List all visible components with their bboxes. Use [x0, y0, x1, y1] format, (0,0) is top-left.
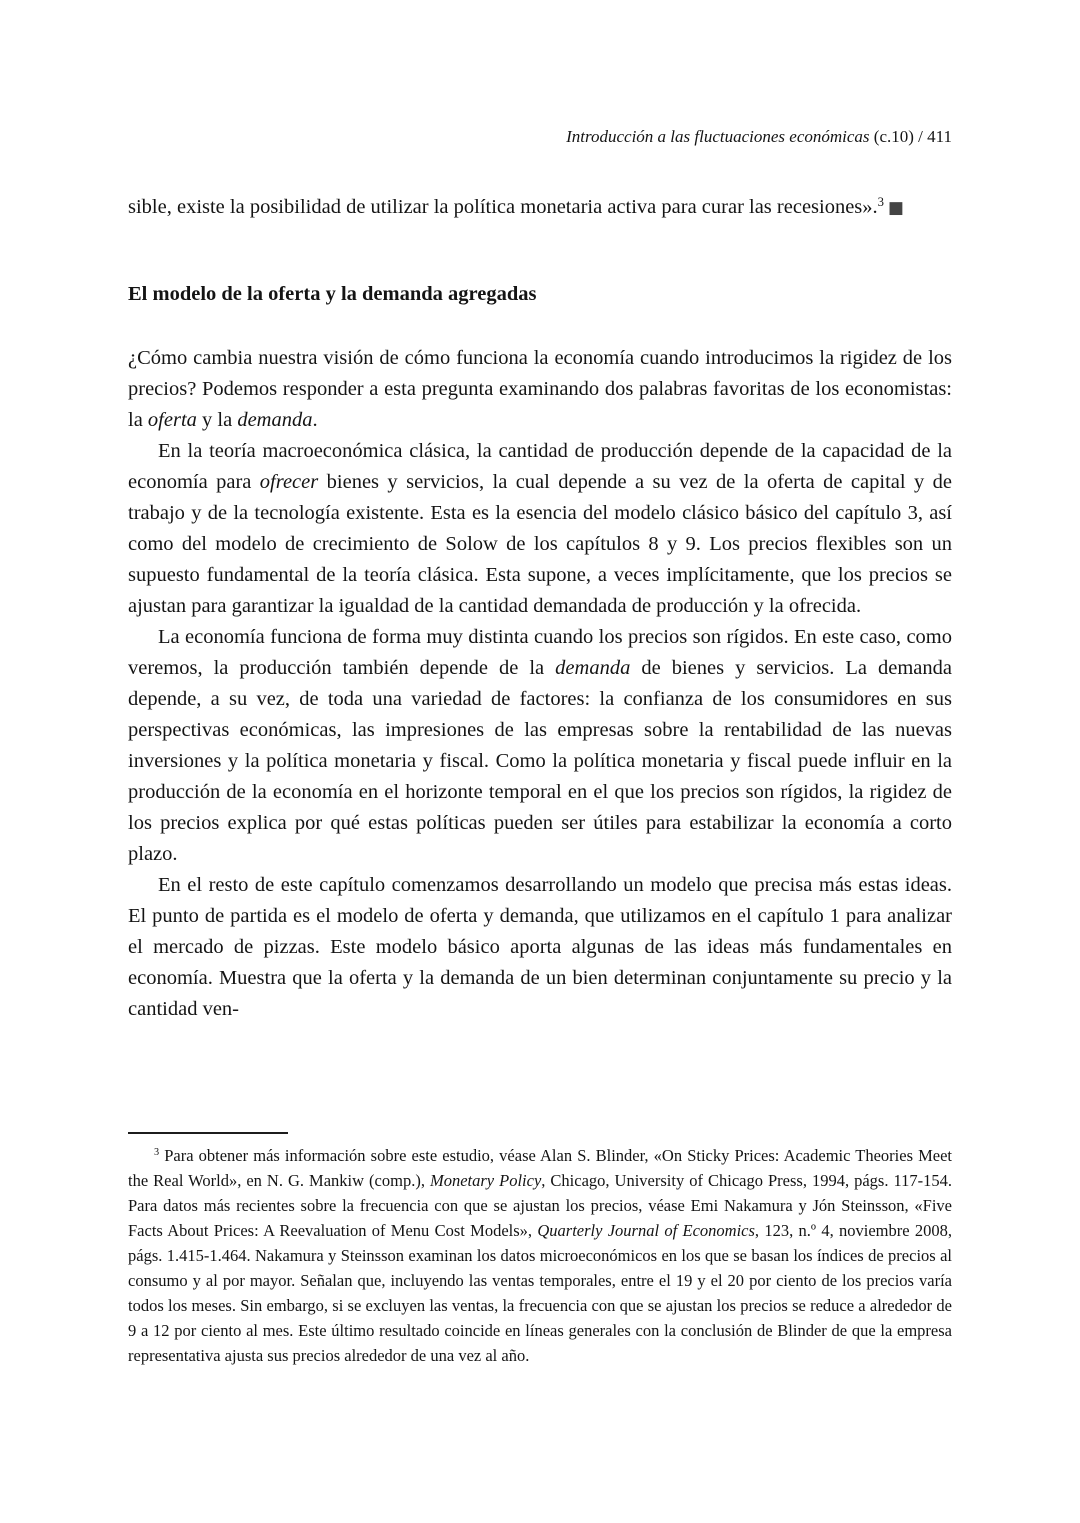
text-segment: . [312, 409, 318, 431]
footnote-rule [128, 1132, 288, 1134]
italic-text: Monetary Policy [429, 1171, 542, 1190]
body-paragraph-4 [128, 870, 952, 1025]
italic-text: oferta [147, 409, 197, 431]
footnote-area [128, 1132, 952, 1368]
text-segment: La economía funciona de forma muy distinta cuando los precios son rígidos. En este caso, como veremos, la producción también depende de la [128, 626, 952, 679]
italic-text: Quarterly Journal of Economics [537, 1221, 755, 1240]
page-content [128, 126, 952, 1025]
running-head [128, 126, 952, 148]
text-segment: , Chicago, University of Chicago Press, 1994, págs. 117-154. Para datos más recientes sobre la frecuencia con que se ajustan los precios, véase Emi Nakamura y Jón Steinsson, «Five Facts About Prices: A Reevaluation of Menu Cost Models», [128, 1171, 952, 1240]
text-segment: En la teoría macroeconómica clásica, la cantidad de producción depende de la capacidad de la economía para [128, 440, 952, 493]
text-segment: ¿Cómo cambia nuestra visión de cómo funciona la economía cuando introducimos la rigidez de los precios? Podemos responder a esta pregunta examinando dos palabras favoritas de los economistas: la [128, 347, 952, 431]
superscript-number: 3 [877, 195, 885, 210]
text-segment: bienes y servicios, la cual depende a su vez de la oferta de capital y de trabajo y de la tecnología existente. Esta es la esencia del modelo clásico básico del capítulo 3, así como del modelo de crecimiento de Solow de los capítulos 8 y 9. Los precios flexibles son un supuesto fundamental de la teoría clásica. Esta supone, a veces implícitamente, que los precios se ajustan para garantizar la igualdad de la cantidad demandada de producción y la ofrecida. [128, 471, 952, 617]
running-head-page-number: (c.10) / 411 [869, 127, 952, 146]
text-segment: y la [196, 409, 238, 431]
text-segment: En el resto de este capítulo comenzamos desarrollando un modelo que precisa más estas ideas. El punto de partida es el modelo de oferta y demanda, que utilizamos en el capítulo 1 para analizar el mercado de pizzas. Este modelo básico aporta algunas de las ideas más fundamentales en economía. Muestra que la oferta y la demanda de un bien determinan conjuntamente su precio y la cantidad ven- [128, 874, 952, 1020]
text-segment: sible, existe la posibilidad de utilizar la política monetaria activa para curar las recesiones». [128, 196, 878, 218]
text-segment: de bienes y servicios. La demanda depende, a su vez, de toda una variedad de factores: la confianza de los consumidores en sus perspectivas económicas, las impresiones de las empresas sobre la rentabilidad de las nuevas inversiones y la política monetaria y fiscal. Como la política monetaria y fiscal puede influir en la producción de la economía en el horizonte temporal en el que los precios son rígidos, la rigidez de los precios explica por qué estas políticas pueden ser útiles para estabilizar la economía a corto plazo. [128, 657, 952, 865]
body-paragraph-3 [128, 622, 952, 870]
section-heading: El modelo de la oferta y la demanda agregadas [128, 283, 537, 305]
italic-text: demanda [555, 657, 631, 679]
continuation-paragraph [128, 192, 952, 223]
running-head-chapter-title: Introducción a las fluctuaciones económicas [566, 127, 870, 146]
text-segment: , 123, n.º 4, noviembre 2008, págs. 1.415-1.464. Nakamura y Steinsson examinan los datos microeconómicos en los que se basan los índices de precios al consumo y al por mayor. Señalan que, incluyendo las ventas temporales, entre el 19 y el 20 por ciento de los precios varía todos los meses. Sin embargo, si se excluyen las ventas, la frecuencia con que se ajustan los precios se reduce a alrededor de 9 a 12 por ciento al mes. Este último resultado coincide en líneas generales con la conclusión de Blinder de que la empresa representativa ajusta sus precios alrededor de una vez al año. [128, 1221, 952, 1365]
end-of-box-marker-icon: ■ [888, 197, 904, 217]
body-text-block [128, 343, 952, 1025]
text-segment: Para obtener más información sobre este estudio, véase Alan S. Blinder, «On Sticky Prices: Academic Theories Meet the Real World», en N. G. Mankiw (comp.), [128, 1146, 952, 1190]
footnote-3 [128, 1143, 952, 1368]
italic-text: ofrecer [259, 471, 319, 493]
superscript-number: 3 [154, 1147, 160, 1159]
body-paragraph-2 [128, 436, 952, 622]
italic-text: demanda [237, 409, 313, 431]
body-paragraph-1 [128, 343, 952, 436]
